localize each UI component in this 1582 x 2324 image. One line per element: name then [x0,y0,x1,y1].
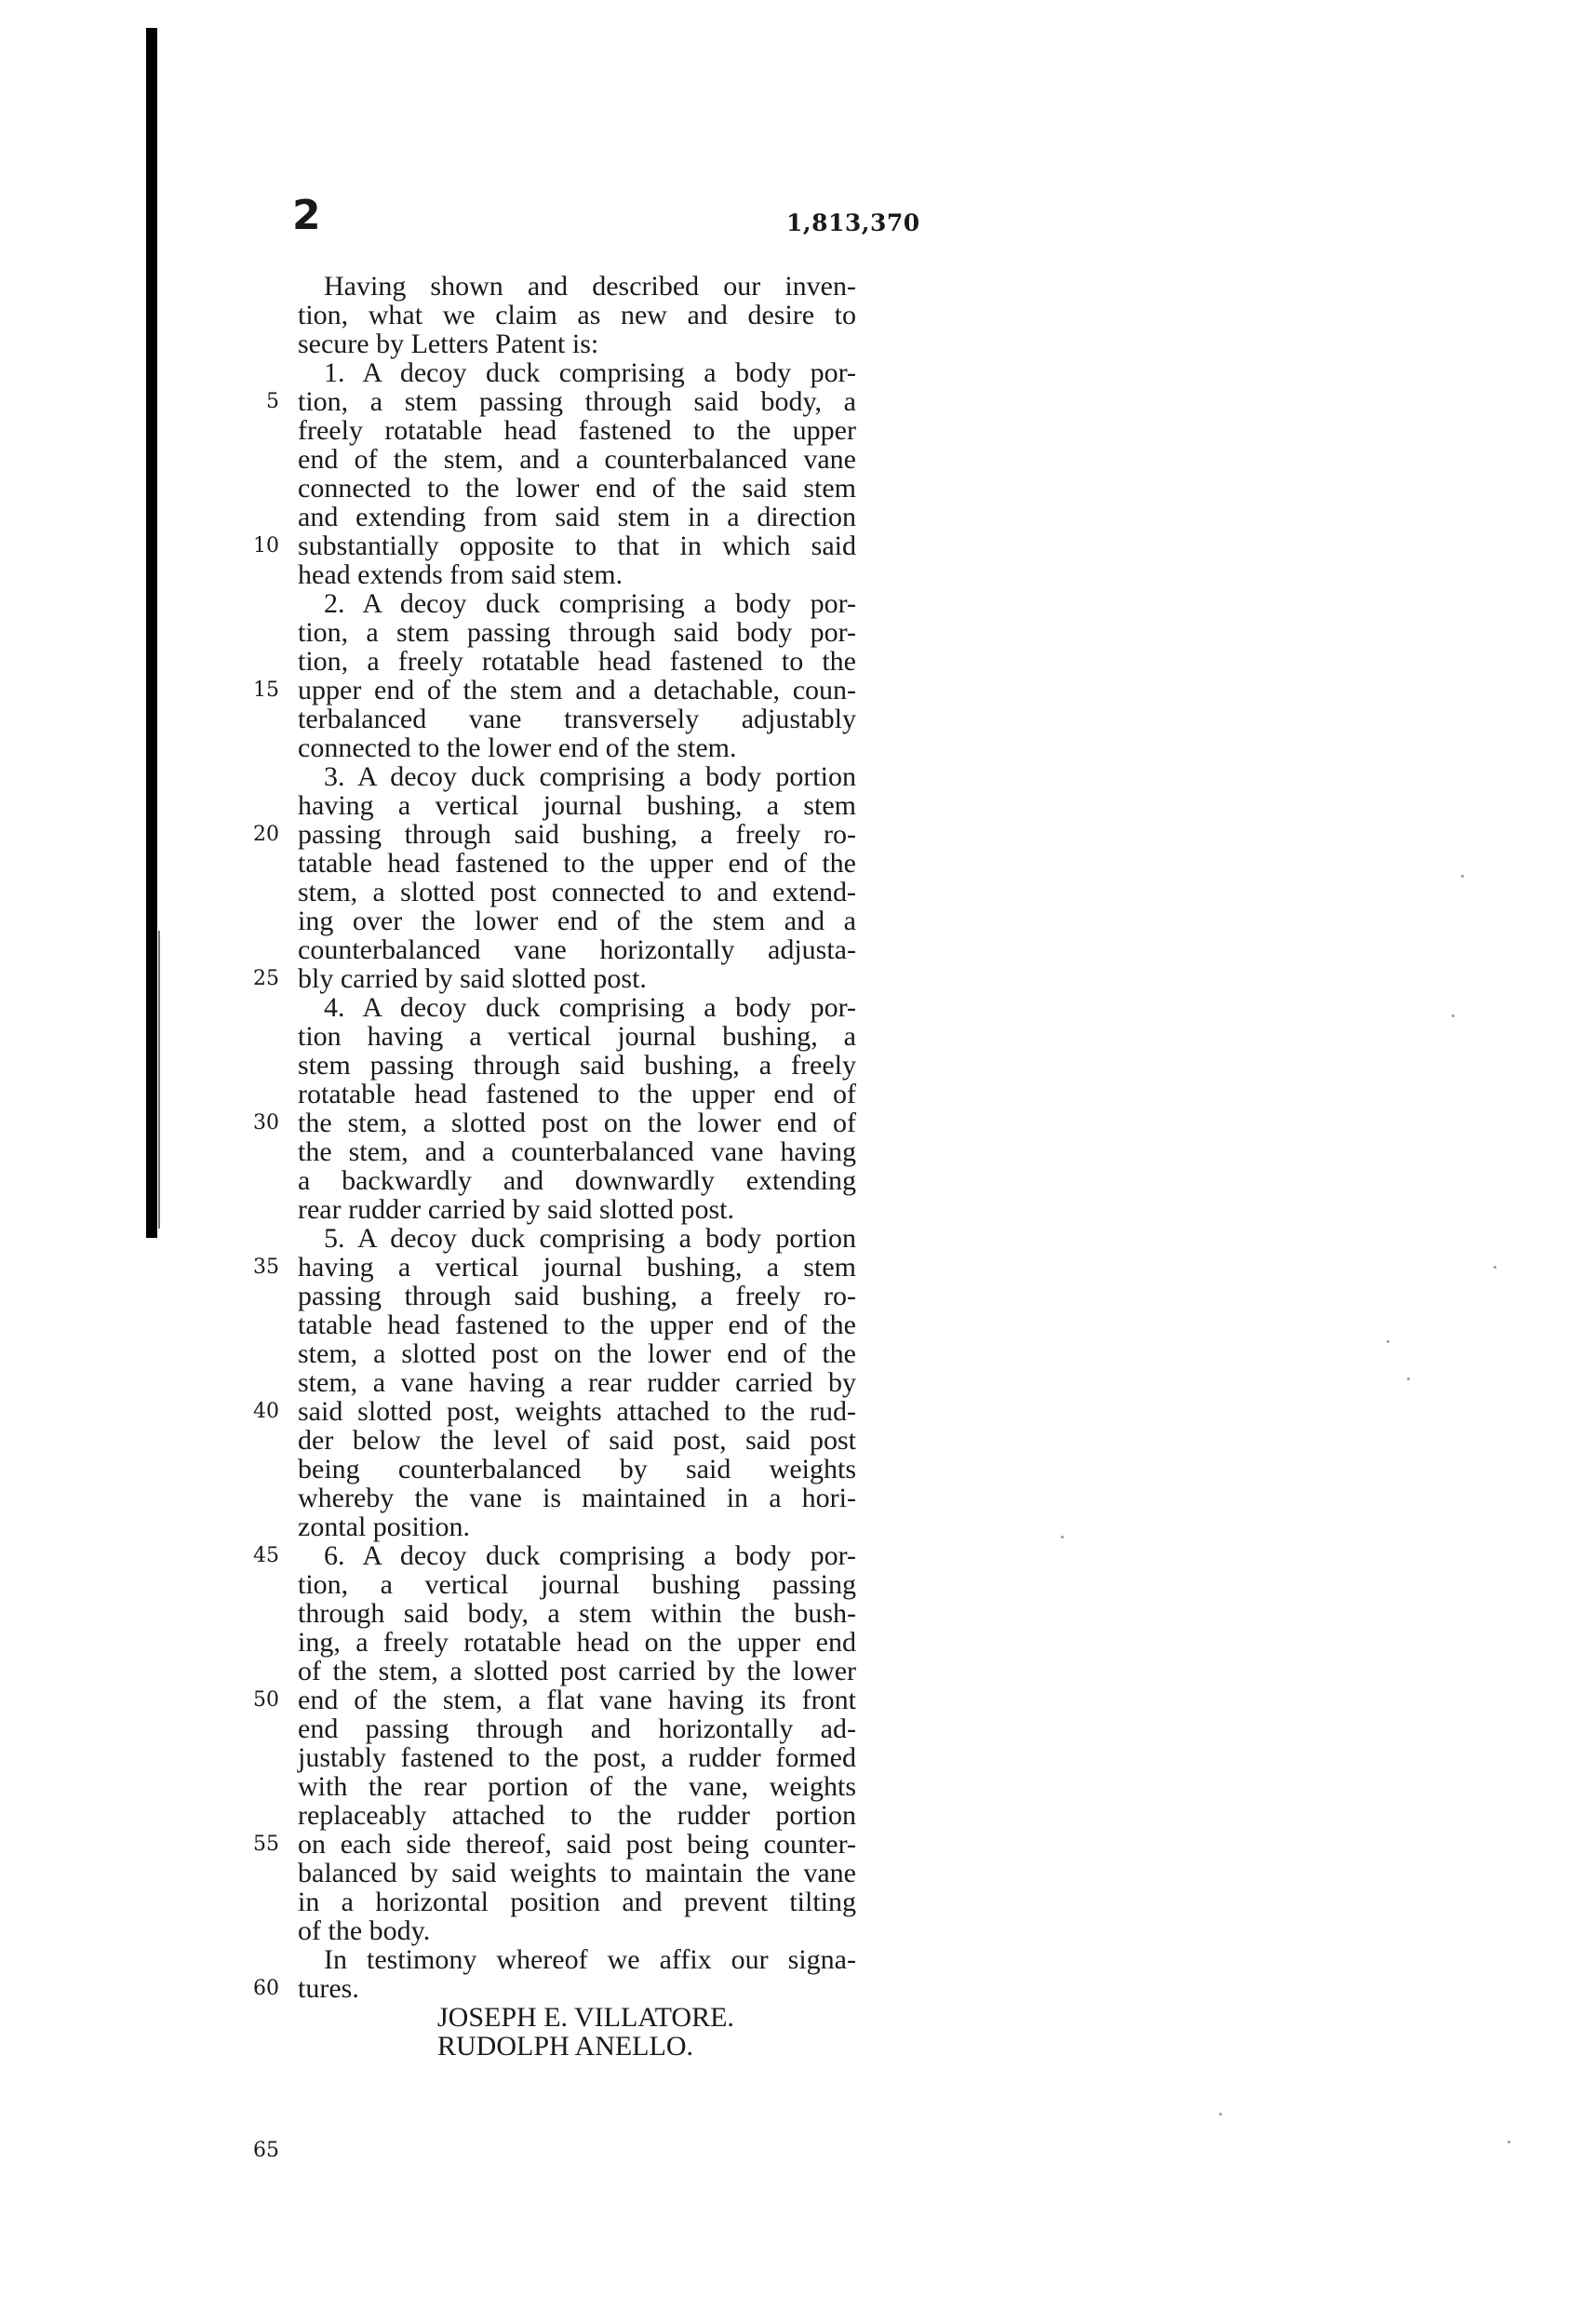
scan-speck [1061,1536,1064,1538]
text-line: ing over the lower end of the stem and a [298,906,856,936]
scan-speck [1407,1377,1410,1380]
line-number: 25 [253,967,279,990]
text-line: der below the level of said post, said post [298,1425,856,1456]
text-line: 3. A decoy duck comprising a body portion [324,761,856,792]
scan-speck [1461,875,1464,878]
scan-speck [1219,2113,1222,2116]
text-line: of the body. [298,1915,431,1946]
text-line: tatable head fastened to the upper end of the [298,848,856,879]
text-line: In testimony whereof we affix our signa- [324,1944,856,1975]
text-line: replaceably attached to the rudder portion [298,1800,856,1831]
text-line: bly carried by said slotted post. [298,963,647,994]
text-line: secure by Letters Patent is: [298,329,599,359]
text-line: a backwardly and downwardly extending [298,1165,856,1196]
text-line: and extending from said stem in a direction [298,502,856,532]
text-line: 5. A decoy duck comprising a body portion [324,1223,856,1254]
text-line: tion, a stem passing through said body por- [298,617,856,648]
text-line: 6. A decoy duck comprising a body por- [324,1540,856,1571]
text-line: end passing through and horizontally ad- [298,1713,856,1744]
line-number: 45 [253,1544,279,1567]
line-number: 10 [253,534,279,557]
line-number: 60 [253,1977,279,2000]
text-line: on each side thereof, said post being counter- [298,1829,856,1860]
line-number: 65 [253,2139,279,2162]
text-line: Having shown and described our inven- [324,271,856,302]
line-number: 35 [253,1256,279,1279]
text-line: tion, what we claim as new and desire to [298,300,856,330]
text-line: of the stem, a slotted post carried by the lower [298,1656,856,1686]
page-number: 2 [292,192,321,239]
text-line: tion having a vertical journal bushing, a [298,1021,856,1052]
line-number: 50 [253,1688,279,1712]
text-line: passing through said bushing, a freely ro- [298,1281,856,1311]
line-number: 5 [266,390,279,413]
line-number: 30 [253,1111,279,1135]
claims-text [298,272,856,2061]
text-line: 1. A decoy duck comprising a body por- [324,357,856,388]
text-line: stem, a slotted post on the lower end of the [298,1338,856,1369]
text-line: with the rear portion of the vane, weights [298,1771,856,1802]
text-line: whereby the vane is maintained in a hori- [298,1483,856,1513]
scan-speck [1494,1266,1496,1269]
text-line: tatable head fastened to the upper end of the [298,1310,856,1340]
text-line: stem, a slotted post connected to and extend- [298,877,856,907]
text-line: having a vertical journal bushing, a stem [298,790,856,821]
text-line: 2. A decoy duck comprising a body por- [324,588,856,619]
text-line: upper end of the stem and a detachable, coun- [298,675,856,705]
text-line: end of the stem, and a counterbalanced vane [298,444,856,475]
text-line: terbalanced vane transversely adjustably [298,704,856,734]
text-line: zontal position. [298,1511,470,1542]
signature-name: JOSEPH E. VILLATORE. [437,2002,734,2033]
text-line: justably fastened to the post, a rudder formed [298,1742,856,1773]
text-line: having a vertical journal bushing, a stem [298,1252,856,1283]
text-line: in a horizontal position and prevent tilting [298,1887,856,1917]
line-number: 40 [253,1400,279,1423]
scan-speck [1452,1014,1455,1017]
scan-speck [1508,2141,1510,2143]
text-line: rear rudder carried by said slotted post. [298,1194,734,1225]
text-line: end of the stem, a flat vane having its front [298,1685,856,1715]
text-line: connected to the lower end of the said stem [298,473,856,504]
text-line: head extends from said stem. [298,559,623,590]
text-line: tion, a freely rotatable head fastened to the [298,646,856,677]
scan-edge-line [158,931,160,1229]
text-line: 4. A decoy duck comprising a body por- [324,992,856,1023]
text-line: balanced by said weights to maintain the vane [298,1858,856,1888]
text-line: being counterbalanced by said weights [298,1454,856,1484]
text-line: tures. [298,1973,359,2004]
text-line: ing, a freely rotatable head on the upper end [298,1627,856,1658]
text-line: counterbalanced vane horizontally adjusta- [298,934,856,965]
text-line: through said body, a stem within the bush- [298,1598,856,1629]
scan-speck [1387,1340,1389,1343]
text-line: stem passing through said bushing, a freely [298,1050,856,1081]
line-number: 15 [253,678,279,702]
patent-number: 1,813,370 [786,209,920,236]
signature-name: RUDOLPH ANELLO. [437,2031,693,2062]
text-line: tion, a vertical journal bushing passing [298,1569,856,1600]
line-number: 20 [253,823,279,846]
text-line: substantially opposite to that in which said [298,531,856,561]
text-line: freely rotatable head fastened to the upper [298,415,856,446]
text-line: passing through said bushing, a freely ro- [298,819,856,850]
text-line: tion, a stem passing through said body, a [298,386,856,417]
line-number: 55 [253,1833,279,1856]
text-line: stem, a vane having a rear rudder carried by [298,1367,856,1398]
text-line: the stem, and a counterbalanced vane having [298,1136,856,1167]
text-line: connected to the lower end of the stem. [298,732,737,763]
scan-edge-bar [146,28,157,1238]
text-line: rotatable head fastened to the upper end of [298,1079,856,1109]
text-line: the stem, a slotted post on the lower end of [298,1108,856,1138]
text-line: said slotted post, weights attached to the rud- [298,1396,856,1427]
